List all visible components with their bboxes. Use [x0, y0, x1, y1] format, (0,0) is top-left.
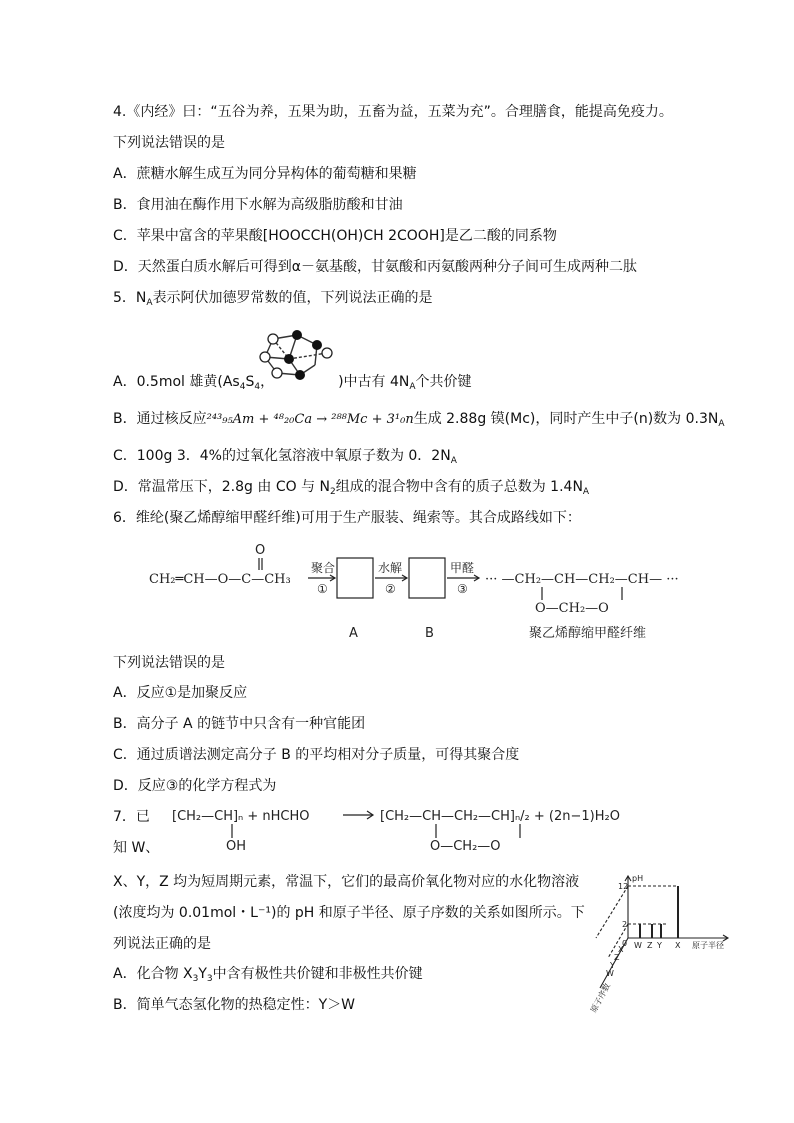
- q5-a-comma: ，: [260, 374, 275, 390]
- q5-a-sub: A: [409, 382, 416, 392]
- q5-stem-pre: 5．N: [113, 290, 147, 306]
- q5-option-c: [113, 447, 457, 470]
- q6-stem: 6．维纶(聚乙烯醇缩甲醛纤维)可用于生产服装、绳索等。其合成路线如下：: [113, 510, 581, 526]
- q5-b-sub: A: [718, 419, 725, 429]
- q4-option-c: C．苹果中富含的苹果酸[HOOCCH(OH)CH 2COOH]是乙二酸的同系物: [113, 228, 557, 244]
- q5-d-sub1: 2: [330, 487, 336, 497]
- q6-option-d: D．反应③的化学方程式为: [113, 778, 277, 794]
- q5-option-a: [113, 373, 472, 396]
- q5-a-sub2: 4: [254, 382, 261, 392]
- q7-option-a: [113, 965, 423, 988]
- step1-label: 聚合: [311, 561, 336, 575]
- q7-a-sub1: 3: [192, 974, 199, 984]
- q5-a-post: )中古有 4N: [338, 374, 410, 390]
- q7-stem-a: 7．已: [113, 809, 150, 825]
- graph-x-y: Y: [657, 941, 662, 950]
- q5-c-pre: C．100g 3．4%的过氧化氢溶液中氧原子数为 0．2N: [113, 448, 451, 464]
- graph-z-y: Y: [610, 961, 615, 970]
- q4-stem-line1: 4.《内经》曰：“五谷为养，五果为助，五畜为益，五菜为充”。合理膳食，能提高免疫力。: [113, 104, 673, 120]
- step2-number: ②: [385, 582, 396, 596]
- q5-b-post: 生成 2.88g 镆(Mc)，同时产生中子(n)数为 0.3N: [413, 411, 719, 427]
- label-b: B: [425, 626, 434, 641]
- q5-stem-sub: A: [146, 298, 153, 308]
- q5-a-pre: A．0.5mol 雄黄(As: [113, 374, 240, 390]
- step2-label: 水解: [378, 561, 403, 575]
- q7-line3: 列说法正确的是: [113, 936, 211, 952]
- q5-a-sub1: 4: [239, 382, 246, 392]
- q5-option-d: [113, 478, 589, 501]
- q5-d-pre: D．常温常压下，2.8g 由 CO 与 N: [113, 479, 330, 495]
- q5-option-b: [113, 410, 725, 433]
- graph-tick-12: 12: [618, 882, 629, 891]
- q5-b-nuclear-equation: ²⁴³₉₅Am + ⁴⁸₂₀Ca → ²⁸⁸Mc + 3¹₀n: [206, 412, 414, 427]
- step3-label: 甲醛: [450, 561, 475, 575]
- product-ring: O—CH₂—O: [535, 601, 609, 616]
- monomer-formula: CH₂═CH—O—C—CH₃: [149, 572, 291, 587]
- q5-stem-post: 表示阿伏加德罗常数的值，下列说法正确的是: [152, 290, 433, 306]
- q5-a-end: 个共价键: [415, 374, 472, 390]
- equation-left: [CH₂—CH]ₙ + nHCHO: [172, 809, 310, 824]
- q4-option-b: B．食用油在酶作用下水解为高级脂肪酸和甘油: [113, 197, 403, 213]
- graph-x-z: Z: [647, 941, 653, 950]
- step3-number: ③: [457, 582, 468, 596]
- graph-x-w: W: [634, 941, 642, 950]
- q7-stem-b: 知 W、: [113, 840, 160, 856]
- q5-b-pre: B．通过核反应: [113, 411, 207, 427]
- graph-z-axis-label: 原子序数: [589, 981, 612, 1015]
- equation-right: [CH₂—CH—CH₂—CH]ₙ/₂ + (2n−1)H₂O: [380, 809, 620, 824]
- q4-stem-line2: 下列说法错误的是: [113, 135, 225, 151]
- label-a: A: [349, 626, 358, 641]
- q6-reaction-equation: [168, 800, 693, 860]
- q5-d-mid: 组成的混合物中含有的质子总数为 1.4N: [335, 479, 583, 495]
- equation-right-ring: O—CH₂—O: [430, 839, 501, 854]
- q7-a-pre: A．化合物 X: [113, 966, 193, 982]
- q6-ask: 下列说法错误的是: [113, 655, 225, 671]
- graph-ph-label: pH: [632, 874, 644, 883]
- step1-number: ①: [317, 582, 328, 596]
- q6-option-a: A．反应①是加聚反应: [113, 685, 248, 701]
- graph-z-z: Z: [614, 953, 620, 962]
- q7-a-mid: Y: [198, 966, 207, 982]
- graph-x-x: X: [675, 941, 681, 950]
- q7-ph-graph: [588, 868, 748, 1018]
- equation-left-oh: OH: [226, 839, 247, 854]
- q5-stem: [113, 289, 433, 312]
- q5-d-sub2: A: [582, 487, 590, 497]
- graph-tick-2: 2: [622, 920, 628, 929]
- q6-synthesis-scheme: [145, 540, 685, 645]
- q7-line2: (浓度均为 0.01mol・L⁻¹)的 pH 和原子半径、原子序数的关系如图所示。下: [113, 905, 585, 921]
- q7-a-sub2: 3: [206, 974, 213, 984]
- q5-c-sub: A: [450, 456, 457, 466]
- label-product: 聚乙烯醇缩甲醛纤维: [529, 626, 647, 641]
- product-chain: ··· —CH₂—CH—CH₂—CH— ···: [485, 572, 679, 587]
- q6-option-b: B．高分子 A 的链节中只含有一种官能团: [113, 716, 366, 732]
- q6-option-c: C．通过质谱法测定高分子 B 的平均相对分子质量，可得其聚合度: [113, 747, 520, 763]
- monomer-carbonyl-o: O: [255, 543, 266, 558]
- q7-option-b: B．简单气态氢化物的热稳定性：Y＞W: [113, 997, 355, 1013]
- q7-line1: X、Y，Z 均为短周期元素，常温下，它们的最高价氧化物对应的水化物溶液: [113, 874, 580, 890]
- q7-a-post: 中含有极性共价键和非极性共价键: [212, 966, 423, 982]
- q4-option-a: A．蔗糖水解生成互为同分异构体的葡萄糖和果糖: [113, 166, 417, 182]
- graph-z-x: X: [618, 945, 624, 954]
- graph-x-axis-label: 原子半径: [692, 941, 724, 950]
- q5-a-mid: S: [245, 374, 255, 390]
- q4-option-d: D．天然蛋白质水解后可得到α－氨基酸，甘氨酸和丙氨酸两种分子间可生成两种二肽: [113, 259, 638, 275]
- graph-z-w: W: [606, 969, 614, 978]
- graph-tick-0: 0: [622, 939, 628, 948]
